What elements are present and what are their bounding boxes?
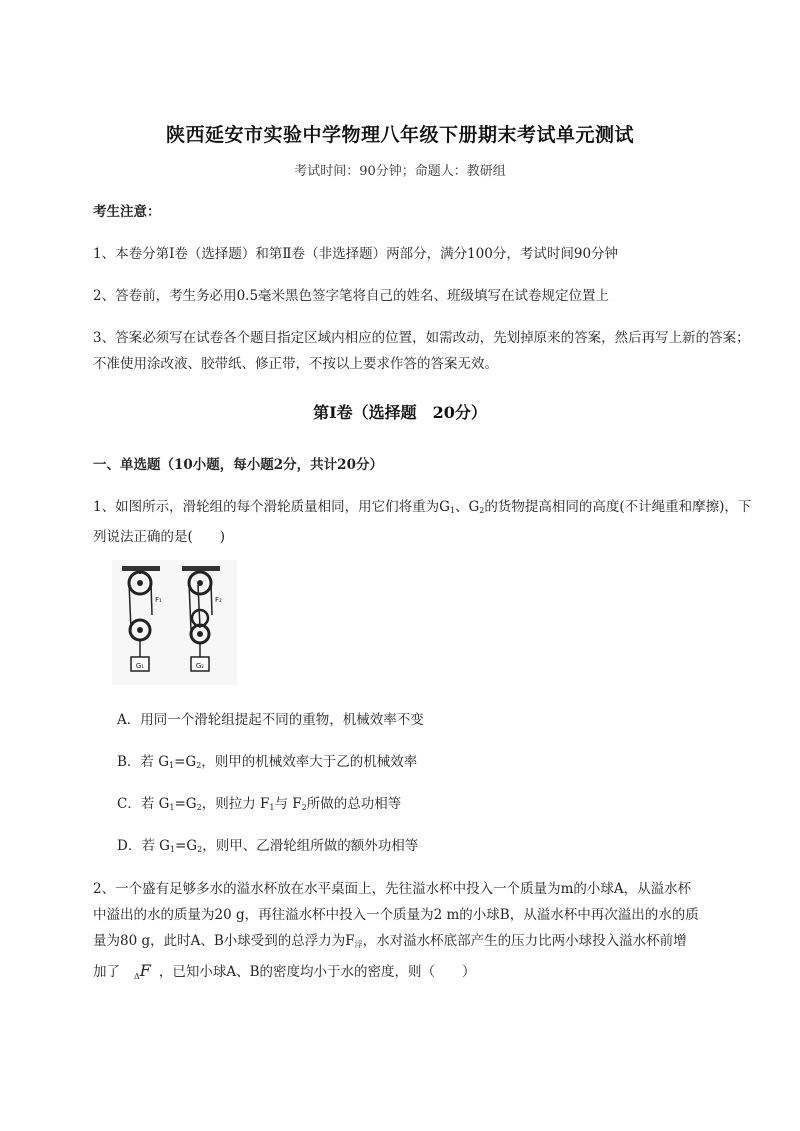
notice-heading: 考生注意： (93, 204, 161, 220)
q1-text-b: 的货物提高相同的高度(不计绳重和摩擦)，下列说法正确的是( ) (93, 499, 752, 545)
opt-c-s3: 1 (269, 803, 275, 812)
ceiling-bar-left (122, 566, 160, 571)
q1-option-b[interactable] (117, 750, 417, 770)
pulley-figure (112, 560, 237, 685)
opt-b-s2: 2 (196, 761, 202, 770)
label-g2: G₂ (195, 662, 205, 670)
label-f1: F₁ (155, 596, 162, 604)
opt-b-mid: =G (174, 754, 197, 770)
question-2-line-1: 2、一个盛有足够多水的溢水杯放在水平桌面上，先往溢水杯中投入一个质量为m的小球A，从溢水杯 (93, 881, 692, 897)
q1-text-sep: 、G (454, 499, 480, 515)
opt-d-suffix: ，则甲、乙滑轮组所做的额外功相等 (202, 838, 419, 854)
opt-d-prefix: D．若 G (117, 838, 170, 854)
opt-c-prefix: C．若 G (117, 796, 170, 812)
part-heading: 一、单选题（10小题，每小题2分，共计20分） (93, 457, 383, 473)
opt-c-mid: =G (174, 796, 197, 812)
q2-line3-a: 量为80 g，此时A、B小球受到的总浮力为F (93, 933, 355, 949)
opt-b-prefix: B．若 G (117, 754, 169, 770)
opt-b-suffix: ，则甲的机械效率大于乙的机械效率 (201, 754, 418, 770)
delta-symbol: Δ (134, 972, 140, 981)
q1-option-a[interactable]: A．用同一个滑轮组提起不同的重物，机械效率不变 (117, 712, 424, 728)
page-title: 陕西延安市实验中学物理八年级下册期末考试单元测试 (165, 124, 634, 146)
question-1-stem (93, 494, 753, 550)
opt-c-mid3: 与 F (274, 796, 302, 812)
notice-item-2: 2、答卷前，考生务必用0.5毫米黑色签字笔将自己的姓名、班级填写在试卷规定位置上 (93, 288, 610, 304)
opt-b-s1: 1 (169, 761, 175, 770)
exam-info: 考试时间：90分钟；命题人：教研组 (294, 164, 506, 179)
q1-sub-2: 2 (479, 506, 485, 515)
label-g1: G₁ (135, 662, 145, 670)
force-symbol: F (139, 961, 151, 980)
q1-text-a: 1、如图所示，滑轮组的每个滑轮质量相同，用它们将重为G (93, 499, 450, 515)
label-f2: F₂ (215, 596, 222, 604)
opt-d-s1: 1 (169, 845, 175, 854)
opt-c-suffix: 所做的总功相等 (306, 796, 402, 812)
opt-d-mid: =G (175, 838, 198, 854)
notice-item-1: 1、本卷分第Ⅰ卷（选择题）和第Ⅱ卷（非选择题）两部分，满分100分，考试时间90分钟 (93, 246, 619, 262)
opt-c-s2: 2 (196, 803, 202, 812)
notice-item-3: 3、答案必须写在试卷各个题目指定区域内相应的位置，如需改动，先划掉原来的答案，然后再写上新的答案；不准使用涂改液、胶带纸、修正带，不按以上要求作答的答案无效。 (93, 330, 750, 372)
q1-option-c[interactable] (117, 792, 401, 812)
ceiling-bar-right (182, 566, 220, 571)
opt-c-s4: 2 (301, 803, 307, 812)
opt-d-s2: 2 (197, 845, 203, 854)
q2-line4-a: 加了 (93, 964, 120, 980)
question-2-line-4 (93, 958, 753, 990)
opt-c-mid2: ，则拉力 F (201, 796, 270, 812)
q1-option-d[interactable] (117, 834, 418, 854)
q2-line3-sub: 浮 (354, 940, 363, 949)
q1-sub-1: 1 (449, 506, 455, 515)
q2-line3-b: ，水对溢水杯底部产生的压力比两小球投入溢水杯前增 (362, 933, 687, 949)
question-2-line-3 (93, 928, 753, 958)
section-title: 第Ⅰ卷（选择题 20分） (313, 403, 487, 422)
q2-line4-b: ，已知小球A、B的密度均小于水的密度，则（ ） (158, 964, 476, 980)
opt-c-s1: 1 (169, 803, 175, 812)
question-2-line-2: 中溢出的水的质量为20 g，再往溢水杯中投入一个质量为2 m的小球B，从溢水杯中再次溢出的水的质 (93, 907, 699, 923)
